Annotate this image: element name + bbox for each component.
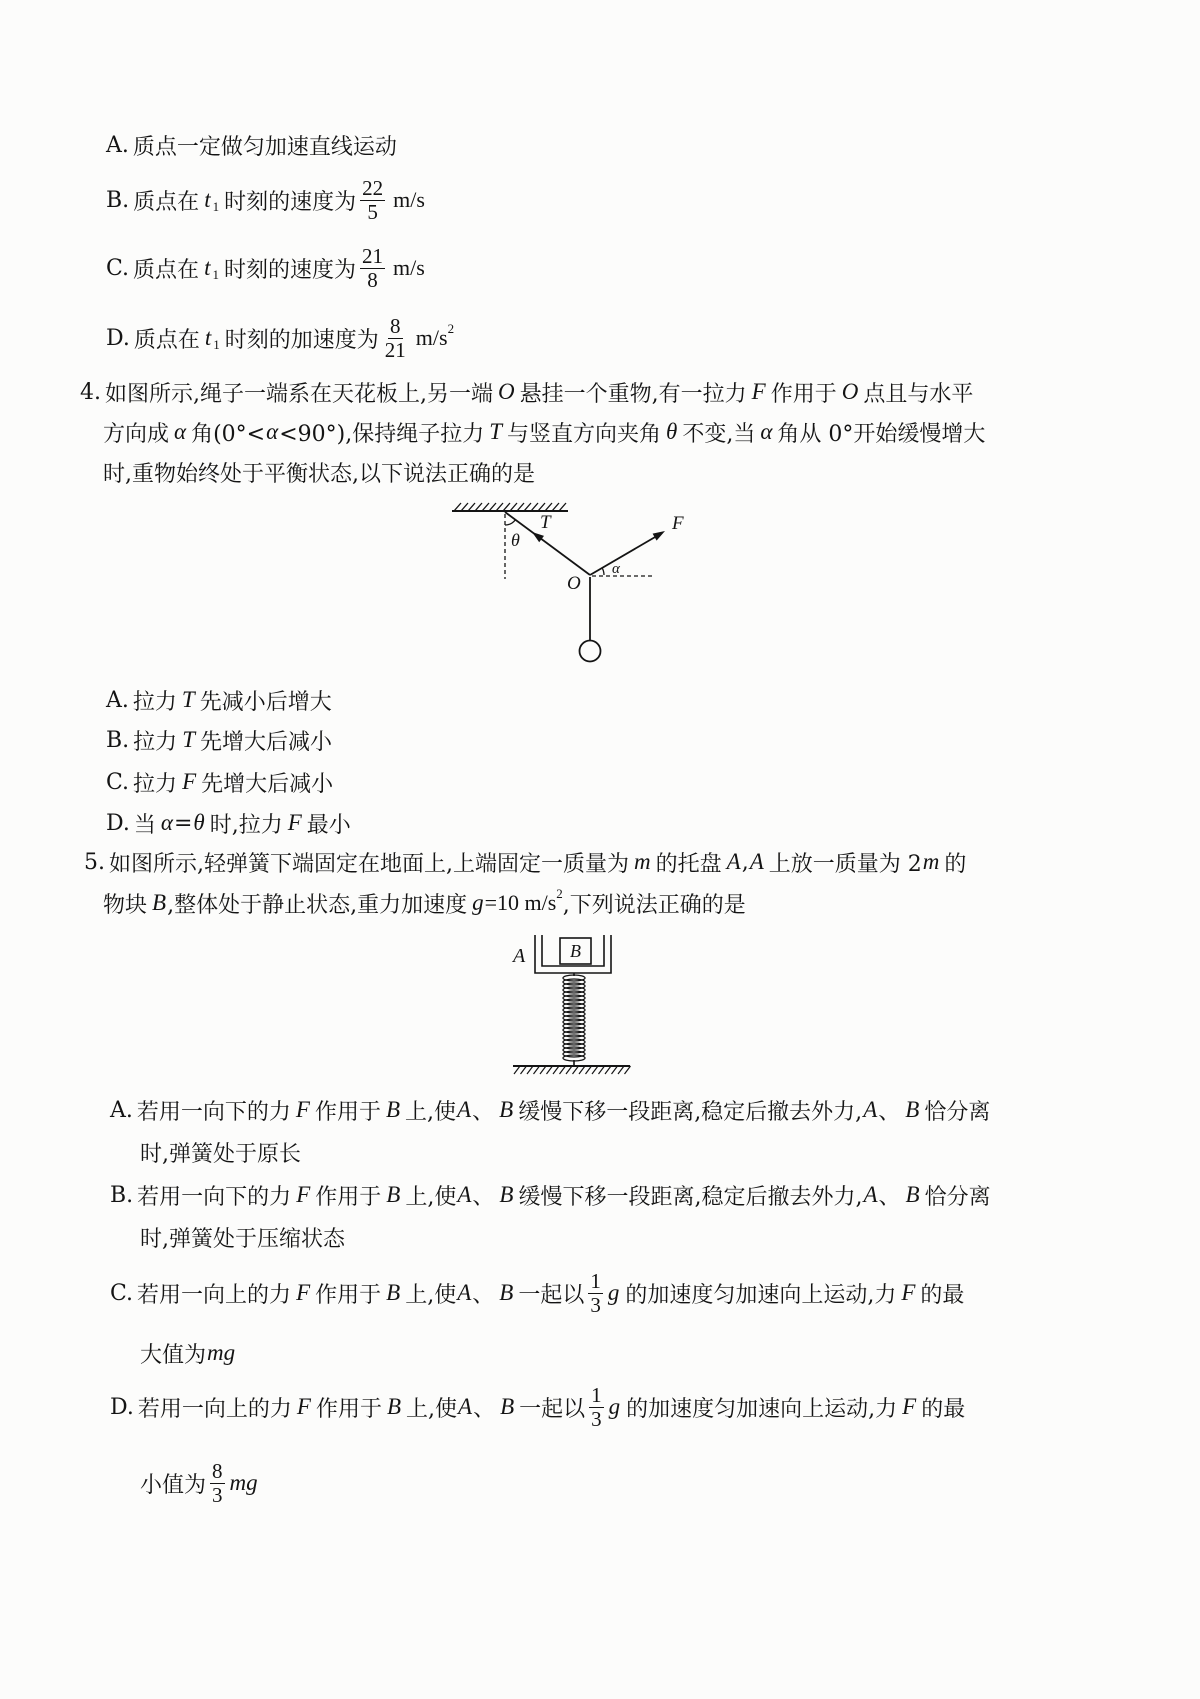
stem-text: 方向成 [103, 421, 170, 447]
stem-text: 作用于 [770, 381, 837, 407]
math-variable: θ [666, 419, 678, 444]
q5-option-b-line-2 [140, 1212, 345, 1262]
force-f-line [590, 533, 662, 575]
q3-option-a [106, 120, 397, 170]
math-variable: O [841, 379, 859, 404]
option-text: 作用于 [315, 1184, 382, 1210]
stem-text: =10 m/s [484, 890, 557, 915]
math-variable: A [863, 1182, 878, 1207]
force-arrowhead [653, 531, 665, 541]
option-text: 恰分离 [924, 1184, 991, 1210]
option-text: 大值为 [140, 1342, 207, 1368]
stem-text: 物块 [103, 892, 148, 918]
math-variable: g [472, 890, 484, 915]
option-text: 若用一向上的力 [137, 1282, 292, 1308]
option-text: 时,弹簧处于原长 [140, 1141, 301, 1167]
math-variable: F [182, 769, 197, 794]
option-text: 质点在 [133, 257, 200, 283]
math-variable: θ [193, 810, 205, 835]
math-variable: F [901, 1280, 916, 1305]
math-variable: t [204, 325, 212, 350]
q5-option-c [110, 1268, 964, 1318]
hatch-line [625, 1066, 631, 1074]
option-text: 上,使 [405, 1099, 457, 1125]
math-variable: t [204, 255, 211, 280]
stem-text: 点且与水平 [863, 381, 974, 407]
hatch-line [566, 1066, 572, 1074]
option-text: 若用一向下的力 [136, 1099, 291, 1125]
q3-option-b [106, 175, 425, 225]
superscript: 2 [447, 321, 455, 336]
math-variable: A [726, 849, 741, 874]
hatch-line [540, 1066, 546, 1074]
option-label: C. [106, 769, 130, 795]
stem-text: 角(0°< [191, 421, 266, 447]
option-label: B. [106, 187, 130, 213]
hatch-line [534, 1066, 540, 1074]
hatch-line [612, 1066, 618, 1074]
option-text: 拉力 [133, 729, 178, 755]
hatch-line [618, 1066, 624, 1074]
stem-text: 的 [944, 851, 967, 877]
stem-text: 不变,当 [682, 421, 756, 447]
option-label: A. [110, 1097, 133, 1123]
option-text: 的加速度匀加速向上运动,力 [625, 1282, 897, 1308]
math-variable: T [182, 727, 195, 752]
math-variable: A [863, 1097, 878, 1122]
hatch-line [454, 503, 461, 511]
math-variable: α [760, 419, 773, 444]
q3-option-c [106, 243, 425, 293]
q5-stem-line-2 [103, 878, 746, 928]
fraction-numerator: 1 [591, 1382, 602, 1407]
hatch-line [592, 1066, 598, 1074]
option-text: 先增大后减小 [201, 771, 334, 797]
math-variable: T [489, 419, 502, 444]
unit: m/s [393, 187, 425, 212]
stem-text: ,整体处于静止状态,重力加速度 [167, 892, 468, 918]
stem-text: ,下列说法正确的是 [562, 892, 746, 918]
math-variable: T [181, 687, 195, 712]
option-text: 质点一定做匀加速直线运动 [132, 134, 397, 160]
option-label: D. [110, 1394, 134, 1420]
q5-option-d-line-2 [140, 1458, 259, 1508]
math-variable: mg [229, 1470, 258, 1495]
math-variable: F [287, 810, 302, 835]
fraction-numerator: 1 [590, 1268, 601, 1293]
stem-text: <90°),保持绳子拉力 [279, 421, 485, 447]
stem-text: 与竖直方向夹角 [507, 421, 662, 447]
option-label: A. [106, 132, 129, 158]
option-text: 小值为 [140, 1472, 207, 1498]
option-text: 最小 [306, 812, 351, 838]
math-variable: A [457, 1097, 472, 1122]
option-text: = [173, 810, 193, 836]
option-text: 、 [878, 1099, 901, 1125]
option-text: 时,拉力 [209, 812, 283, 838]
hatch-line [475, 503, 482, 511]
hatch-line [517, 503, 524, 511]
ground-hatching [514, 1066, 631, 1074]
option-text: 的最 [920, 1282, 965, 1308]
fraction-denominator: 8 [367, 267, 378, 292]
unit: m/s [415, 325, 448, 350]
option-text: 上,使 [405, 1184, 457, 1210]
q4-stem-line-3 [103, 447, 535, 497]
fraction [360, 177, 385, 223]
option-text: 作用于 [314, 1099, 381, 1125]
option-text: 、 [472, 1282, 495, 1308]
fraction-denominator: 21 [384, 337, 406, 362]
hatch-line [559, 503, 566, 511]
option-text: 质点在 [133, 327, 200, 353]
option-label: B. [110, 1182, 134, 1208]
q3-option-d [106, 313, 454, 363]
option-text: 缓慢下移一段距离,稳定后撤去外力, [518, 1184, 863, 1210]
hatch-line [586, 1066, 592, 1074]
option-label: C. [106, 255, 130, 281]
option-label: B. [106, 727, 130, 753]
math-variable: B [905, 1182, 920, 1207]
fraction [383, 315, 408, 361]
math-variable: α [266, 419, 279, 444]
spring [563, 975, 585, 1061]
fraction [210, 1460, 225, 1506]
math-variable: A [749, 849, 764, 874]
hatch-line [552, 503, 559, 511]
q5-option-d [110, 1382, 965, 1432]
math-variable: F [296, 1182, 311, 1207]
stem-text: , [741, 849, 749, 875]
math-variable: F [751, 379, 766, 404]
math-variable: B [386, 1280, 401, 1305]
alpha-label: α [612, 561, 620, 577]
option-text: 、 [472, 1184, 495, 1210]
math-variable: B [385, 1097, 401, 1122]
option-text: 若用一向上的力 [137, 1396, 292, 1422]
option-text: 时刻的加速度为 [224, 327, 379, 353]
math-variable: B [500, 1394, 515, 1419]
stem-text: 时,重物始终处于平衡状态,以下说法正确的是 [103, 461, 535, 487]
subscript: 1 [212, 199, 220, 214]
superscript: 2 [556, 886, 563, 901]
hatch-line [553, 1066, 559, 1074]
option-label: D. [106, 325, 130, 351]
hatch-line [573, 1066, 579, 1074]
math-variable: α [174, 419, 187, 444]
spring-tray-diagram [505, 925, 640, 1077]
hatch-line [503, 503, 510, 511]
option-text: 质点在 [133, 189, 200, 215]
fraction [589, 1384, 604, 1430]
tray-a-label: A [513, 945, 526, 967]
hatch-line [579, 1066, 585, 1074]
hatch-line [496, 503, 503, 511]
hatch-line [605, 1066, 611, 1074]
option-text: 上,使 [405, 1282, 457, 1308]
math-variable: g [607, 1280, 620, 1305]
math-variable: B [152, 890, 167, 915]
stem-text: 上放一质量为 2 [768, 851, 922, 877]
option-text: 若用一向下的力 [137, 1184, 292, 1210]
stem-text: 悬挂一个重物,有一拉力 [519, 381, 747, 407]
math-variable: B [499, 1182, 514, 1207]
math-variable: A [457, 1182, 472, 1207]
fraction-numerator: 8 [390, 313, 401, 338]
option-text: 作用于 [315, 1282, 382, 1308]
fraction [588, 1270, 603, 1316]
hatch-line [527, 1066, 533, 1074]
fraction-denominator: 3 [212, 1482, 223, 1507]
option-text: 、 [878, 1184, 901, 1210]
question-number: 4. [80, 379, 101, 405]
fraction-numerator: 22 [362, 175, 384, 200]
math-variable: B [905, 1097, 920, 1122]
option-label: D. [106, 810, 130, 836]
rope-force-diagram [440, 495, 700, 670]
stem-text: 如图所示,轻弹簧下端固定在地面上,上端固定一质量为 [109, 851, 629, 877]
option-text: 时刻的速度为 [224, 189, 357, 215]
math-variable: A [458, 1394, 473, 1419]
hatch-line [521, 1066, 527, 1074]
fraction-numerator: 21 [361, 243, 383, 268]
ceiling-hatching [454, 503, 566, 511]
option-label: A. [106, 687, 129, 713]
math-variable: F [902, 1394, 917, 1419]
stem-text: 角从 0°开始缓慢增大 [777, 421, 986, 447]
math-variable: g [608, 1394, 621, 1419]
hatch-line [547, 1066, 553, 1074]
q5-option-c-line-2 [140, 1328, 236, 1378]
block-b-label: B [570, 941, 581, 961]
fraction [360, 245, 385, 291]
force-label: F [672, 513, 684, 534]
point-o-label: O [567, 573, 581, 594]
option-text: 先减小后增大 [199, 689, 332, 715]
option-text: 拉力 [133, 771, 178, 797]
math-variable: mg [207, 1340, 236, 1365]
fraction-denominator: 5 [367, 199, 378, 224]
hatch-line [468, 503, 475, 511]
math-variable: F [296, 1394, 311, 1419]
math-variable: m [922, 849, 940, 874]
option-text: 时刻的速度为 [223, 257, 356, 283]
alpha-angle-arc [602, 568, 604, 575]
option-text: 先增大后减小 [199, 729, 332, 755]
option-text: 一起以 [518, 1282, 585, 1308]
fraction-denominator: 3 [590, 1292, 601, 1317]
option-text: 时,弹簧处于压缩状态 [140, 1226, 345, 1252]
option-text: 拉力 [132, 689, 177, 715]
math-variable: B [386, 1394, 402, 1419]
hatch-line [461, 503, 468, 511]
option-text: 一起以 [519, 1396, 586, 1422]
option-text: 缓慢下移一段距离,稳定后撤去外力, [518, 1099, 863, 1125]
hatch-line [545, 503, 552, 511]
fraction-numerator: 8 [212, 1458, 223, 1483]
subscript: 1 [212, 267, 219, 282]
option-text: 当 [133, 812, 156, 838]
option-text: 、 [473, 1396, 496, 1422]
math-variable: α [160, 810, 173, 835]
hatch-line [560, 1066, 566, 1074]
hatch-line [538, 503, 545, 511]
math-variable: B [499, 1280, 514, 1305]
hatch-line [489, 503, 496, 511]
hatch-line [531, 503, 538, 511]
theta-label: θ [511, 530, 520, 550]
stem-text: 如图所示,绳子一端系在天花板上,另一端 [105, 381, 493, 407]
hatch-line [482, 503, 489, 511]
hatch-line [510, 503, 517, 511]
hatch-line [524, 503, 531, 511]
option-text: 恰分离 [924, 1099, 991, 1125]
option-text: 上,使 [406, 1396, 458, 1422]
subscript: 1 [213, 337, 220, 352]
tension-arrowhead [532, 532, 544, 542]
option-label: C. [110, 1280, 134, 1306]
unit: m/s [392, 255, 425, 280]
option-text: 的加速度匀加速向上运动,力 [626, 1396, 898, 1422]
math-variable: B [386, 1182, 401, 1207]
option-text: 、 [472, 1099, 495, 1125]
option-text: 的最 [921, 1396, 966, 1422]
tension-label: T [540, 512, 551, 533]
fraction-denominator: 3 [591, 1406, 602, 1431]
math-variable: F [295, 1097, 310, 1122]
option-text: 作用于 [315, 1396, 382, 1422]
theta-angle-arc [505, 520, 515, 525]
math-variable: m [634, 849, 651, 874]
stem-text: 的托盘 [655, 851, 722, 877]
hatch-line [599, 1066, 605, 1074]
math-variable: B [499, 1097, 514, 1122]
math-variable: A [457, 1280, 472, 1305]
question-number: 5. [84, 849, 105, 875]
math-variable: O [498, 379, 515, 404]
hanging-weight [580, 641, 601, 662]
math-variable: t [204, 187, 211, 212]
math-variable: F [296, 1280, 311, 1305]
hatch-line [514, 1066, 520, 1074]
